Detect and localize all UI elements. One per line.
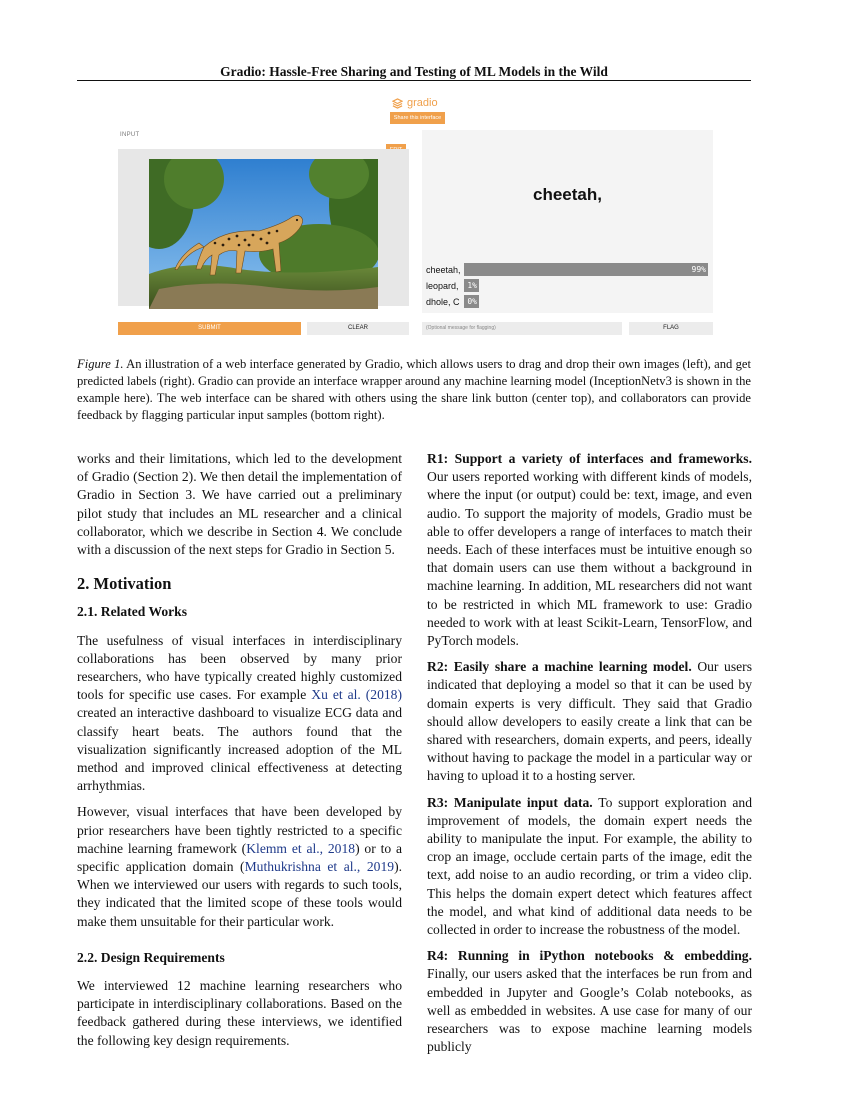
requirement-r2: [427, 658, 752, 785]
label-output-panel: [422, 130, 713, 313]
requirement-text: To support exploration and improvement of models, the domain expert needs the ability to manipulate the input. For example, the ability to crop an image, occlude certain parts of the image, edit the text, add noise to an audio recording, or trim a video clip. This helps the domain expert detect which features affect the model, and what kind of additional data needs to be collected in order to increase the robustness of the model.: [427, 794, 752, 938]
confidence-percent: 0%: [467, 297, 477, 306]
input-panel-title: INPUT: [120, 132, 140, 138]
gradio-brand: [392, 94, 438, 112]
requirement-text: Finally, our users asked that the interfaces be run from and embedded in Jupyter and Google’s Colab notebooks, as well as embedded in websites. A use case for many of our researchers was to expose machine learning models publicly: [427, 966, 752, 1055]
requirement-text: Our users reported working with different kinds of models, where the input (or output) could be: text, image, and even audio. To support the majority of models, Gradio must be able to offer developers a range of interfaces to match their needs. Each of these interfaces must be intuitive enough so that domain users can use them without a background in machine learning. In addition, ML researchers did not want to be restricted in which ML framework to use: Gradio needed to work with at least Scikit-Learn, TensorFlow, and PyTorch models.: [427, 469, 752, 649]
image-input-panel[interactable]: [118, 149, 409, 306]
left-column: [77, 450, 402, 1058]
requirement-title: R4: Running in iPython notebooks & embedding.: [427, 948, 752, 964]
confidence-row: [426, 295, 479, 308]
confidence-label: dhole, C: [426, 296, 460, 307]
cheetah-photo-illustration: [149, 159, 378, 309]
text-run: ) or to a specific application domain (: [77, 840, 403, 875]
gradio-brand-name: gradio: [407, 97, 438, 109]
flag-message-input[interactable]: (Optional message for flagging): [422, 322, 622, 335]
caption-text: An illustration of a web interface generated by Gradio, which allows users to drag and drop their own images (left), and get predicted labels (right). Gradio can provide an interface wrapper around any machine learning model (InceptionNetv3 is shown in the example here). The web interface can be shared with others using the share link button (center top), and collaborators can provide feedback by flagging particular input samples (bottom right).: [77, 357, 751, 422]
flag-button[interactable]: FLAG: [629, 322, 713, 335]
confidence-row: [426, 279, 479, 292]
confidence-bar: [464, 279, 479, 292]
confidence-label: cheetah,: [426, 264, 461, 275]
requirement-r3: [427, 794, 752, 940]
design-requirements-paragraph: We interviewed 12 machine learning researchers who participate in interdisciplinary collaborations. Based on the feedback gathered during these interviews, we identified the following key design requirements.: [77, 978, 402, 1048]
figure-caption: [77, 356, 751, 424]
confidence-percent: 1%: [467, 281, 477, 290]
requirement-title: R1: Support a variety of interfaces and frameworks.: [427, 451, 752, 466]
related-works-paragraph-1: [77, 632, 402, 796]
right-column: [427, 450, 752, 1065]
subsection-title-related-works: 2.1. Related Works: [77, 604, 188, 620]
text-run: However, visual interfaces that have been developed by prior researchers have been tightly restricted to a specific machine learning framework (: [77, 804, 402, 856]
caption-label: Figure 1.: [77, 357, 124, 371]
citation-link[interactable]: Xu et al. (2018): [311, 687, 402, 703]
section-title-motivation: 2. Motivation: [77, 574, 172, 594]
text-run: The usefulness of visual interfaces in interdisciplinary collaborations has been observed by many prior researchers, who have typically created highly customized tools for specific use cases. For example: [77, 632, 402, 703]
confidence-bar: [464, 295, 479, 308]
confidence-label: leopard,: [426, 280, 459, 291]
text-run: ). When we interviewed our users with regards to such tools, they indicated that the limited scope of these tools would make them unsuitable for their particular work.: [77, 859, 402, 929]
clear-button[interactable]: CLEAR: [307, 322, 409, 335]
header-rule: [77, 80, 751, 81]
requirement-r1: [427, 450, 752, 650]
share-interface-button[interactable]: Share this interface: [390, 112, 445, 124]
text-run: created an interactive dashboard to visualize ECG data and classify heart beats. The authors found that the visualization significantly increased adoption of the ML method and improved clinical effectiveness at detecting arrhythmias.: [77, 705, 402, 794]
confidence-row: [426, 263, 708, 276]
requirement-title: R2: Easily share a machine learning model.: [427, 659, 692, 675]
requirement-text: Our users indicated that deploying a model so that it can be used by domain experts is very difficult. They said that Gradio should allow developers to easily create a link that can be shared with researchers, domain experts, and peers, ideally without having to package the model in a particular way or having to upload it to a hosting server.: [427, 659, 752, 784]
submit-button[interactable]: SUBMIT: [118, 322, 301, 335]
confidence-percent: 99%: [691, 265, 706, 274]
running-title: Gradio: Hassle-Free Sharing and Testing of ML Models in the Wild: [220, 64, 608, 79]
related-works-paragraph-2: [77, 803, 402, 930]
gradio-interface-figure: [115, 92, 715, 342]
requirement-title: R3: Manipulate input data.: [427, 794, 593, 810]
citation-link[interactable]: Klemm et al., 2018: [246, 840, 356, 856]
gradio-logo-icon: [392, 98, 403, 109]
citation-link[interactable]: Muthukrishna et al., 2019: [244, 859, 395, 875]
predicted-label: cheetah,: [533, 185, 602, 204]
intro-paragraph: works and their limitations, which led to the development of Gradio (Section 2). We then detail the implementation of Gradio in Section 3. We have carried out a preliminary pilot study that includes an ML researcher and a clinical collaborator, which we describe in Section 4. We conclude with a discussion of the next steps for Gradio in Section 5.: [77, 451, 402, 558]
confidence-bar: [464, 263, 708, 276]
cheetah-image: [149, 159, 378, 309]
subsection-title-design-requirements: 2.2. Design Requirements: [77, 949, 225, 965]
requirement-r4: [427, 947, 752, 1056]
